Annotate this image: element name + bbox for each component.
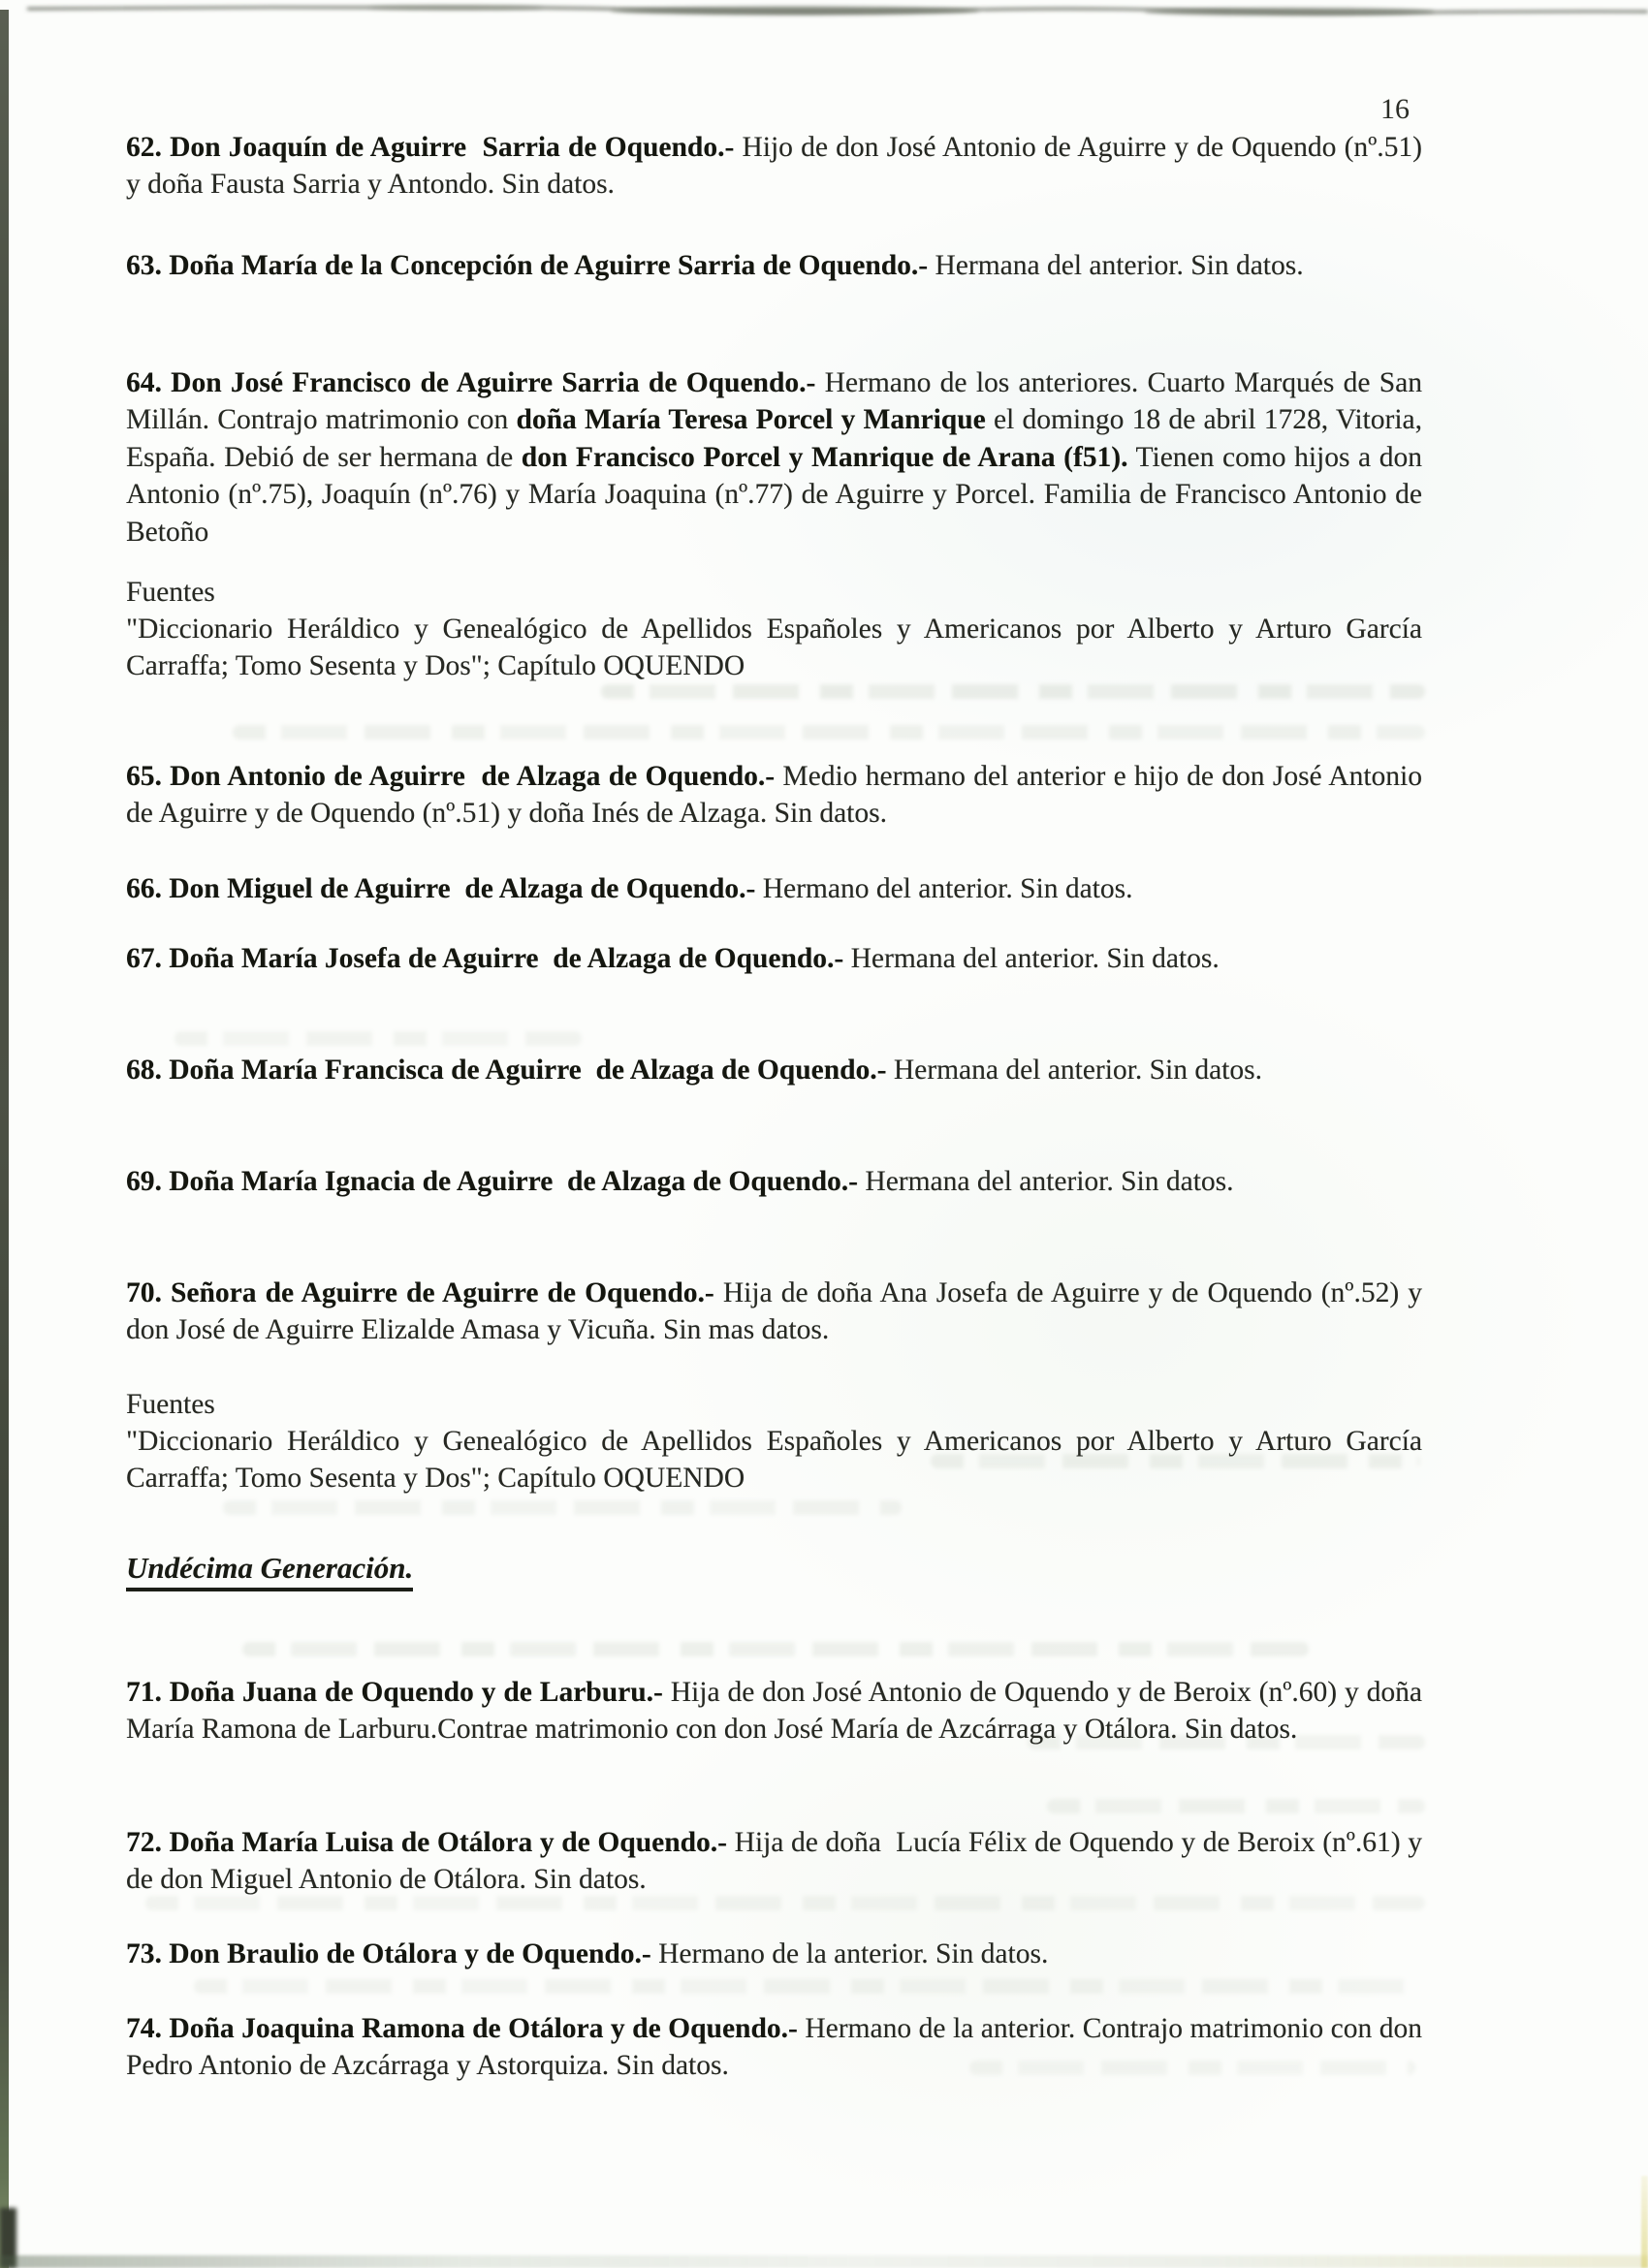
scan-bottom-edge-artifact xyxy=(0,2255,1648,2268)
entry-64: 64. Don José Francisco de Aguirre Sarria de Oquendo.- Hermano de los anteriores. Cuarto Marqués de San Millán. Contrajo matrimonio con doña María Teresa Porcel y Manrique el domingo 18 de abril 1728, Vitoria, España. Debió de ser hermana de don Francisco Porcel y Manrique de Arana (f51). Tienen como hijos a don Antonio (nº.75), Joaquín (nº.76) y María Joaquina (nº.77) de Aguirre y Porcel. Familia de Francisco Antonio de Betoño xyxy=(126,367,1422,548)
scan-top-edge-artifact xyxy=(0,0,1648,25)
entry-62: 62. Don Joaquín de Aguirre Sarria de Oquendo.- Hijo de don José Antonio de Aguirre y de Oquendo (nº.51) y doña Fausta Sarria y Antondo. Sin datos. xyxy=(126,132,1423,201)
entry-70: 70. Señora de Aguirre de Aguirre de Oquendo.- Hija de doña Ana Josefa de Aguirre y de Oquendo (nº.52) y don José de Aguirre Elizalde Amasa y Vicuña. Sin mas datos. xyxy=(126,1277,1422,1346)
entry-72: 72. Doña María Luisa de Otálora y de Oquendo.- Hija de doña Lucía Félix de Oquendo y de Beroix (nº.61) y de don Miguel Antonio de Otálora. Sin datos. xyxy=(126,1827,1422,1896)
entry-63: 63. Doña María de la Concepción de Aguirre Sarria de Oquendo.- Hermana del anterior. Sin datos. xyxy=(126,250,1304,281)
entry-69: 69. Doña María Ignacia de Aguirre de Alzaga de Oquendo.- Hermana del anterior. Sin datos. xyxy=(126,1166,1234,1197)
entry-66: 66. Don Miguel de Aguirre de Alzaga de Oquendo.- Hermano del anterior. Sin datos. xyxy=(126,873,1133,904)
section-heading-text: Undécima Generación. xyxy=(126,1551,413,1591)
entry-71: 71. Doña Juana de Oquendo y de Larburu.- Hija de don José Antonio de Oquendo y de Beroix (nº.60) y doña María Ramona de Larburu.Contrae matrimonio con don José María de Azcárraga y Otálora. Sin datos. xyxy=(126,1677,1422,1746)
entry-65: 65. Don Antonio de Aguirre de Alzaga de Oquendo.- Medio hermano del anterior e hijo de don José Antonio de Aguirre y de Oquendo (nº.51) y doña Inés de Alzaga. Sin datos. xyxy=(126,761,1423,830)
sources-label-2: Fuentes xyxy=(126,1389,215,1420)
sources-text-1: "Diccionario Heráldico y Genealógico de Apellidos Españoles y Americanos por Alberto y Arturo García Carraffa; Tomo Sesenta y Dos"; Capítulo OQUENDO xyxy=(126,614,1422,682)
scan-right-edge-artifact xyxy=(1641,2176,1648,2268)
bleedthrough-artifact xyxy=(242,1642,1309,1656)
entry-74: 74. Doña Joaquina Ramona de Otálora y de Oquendo.- Hermano de la anterior. Contrajo matrimonio con don Pedro Antonio de Azcárraga y Astorquiza. Sin datos. xyxy=(126,2013,1422,2082)
page-number: 16 xyxy=(1380,93,1410,125)
entry-73: 73. Don Braulio de Otálora y de Oquendo.- Hermano de la anterior. Sin datos. xyxy=(126,1938,1049,1969)
sources-text-2: "Diccionario Heráldico y Genealógico de Apellidos Españoles y Americanos por Alberto y Arturo García Carraffa; Tomo Sesenta y Dos"; Capítulo OQUENDO xyxy=(126,1426,1422,1495)
scan-left-edge-artifact xyxy=(0,10,9,2268)
entry-68: 68. Doña María Francisca de Aguirre de Alzaga de Oquendo.- Hermana del anterior. Sin datos. xyxy=(126,1055,1262,1086)
bleedthrough-artifact xyxy=(233,725,1425,740)
bleedthrough-artifact xyxy=(174,1031,582,1046)
bleedthrough-artifact xyxy=(223,1500,902,1515)
bleedthrough-artifact xyxy=(601,684,1425,699)
bleedthrough-artifact xyxy=(1047,1799,1425,1813)
sources-label-1: Fuentes xyxy=(126,577,215,608)
entry-67: 67. Doña María Josefa de Aguirre de Alzaga de Oquendo.- Hermana del anterior. Sin datos. xyxy=(126,943,1220,974)
section-heading xyxy=(126,1549,413,1588)
bleedthrough-artifact xyxy=(194,1979,1415,1994)
